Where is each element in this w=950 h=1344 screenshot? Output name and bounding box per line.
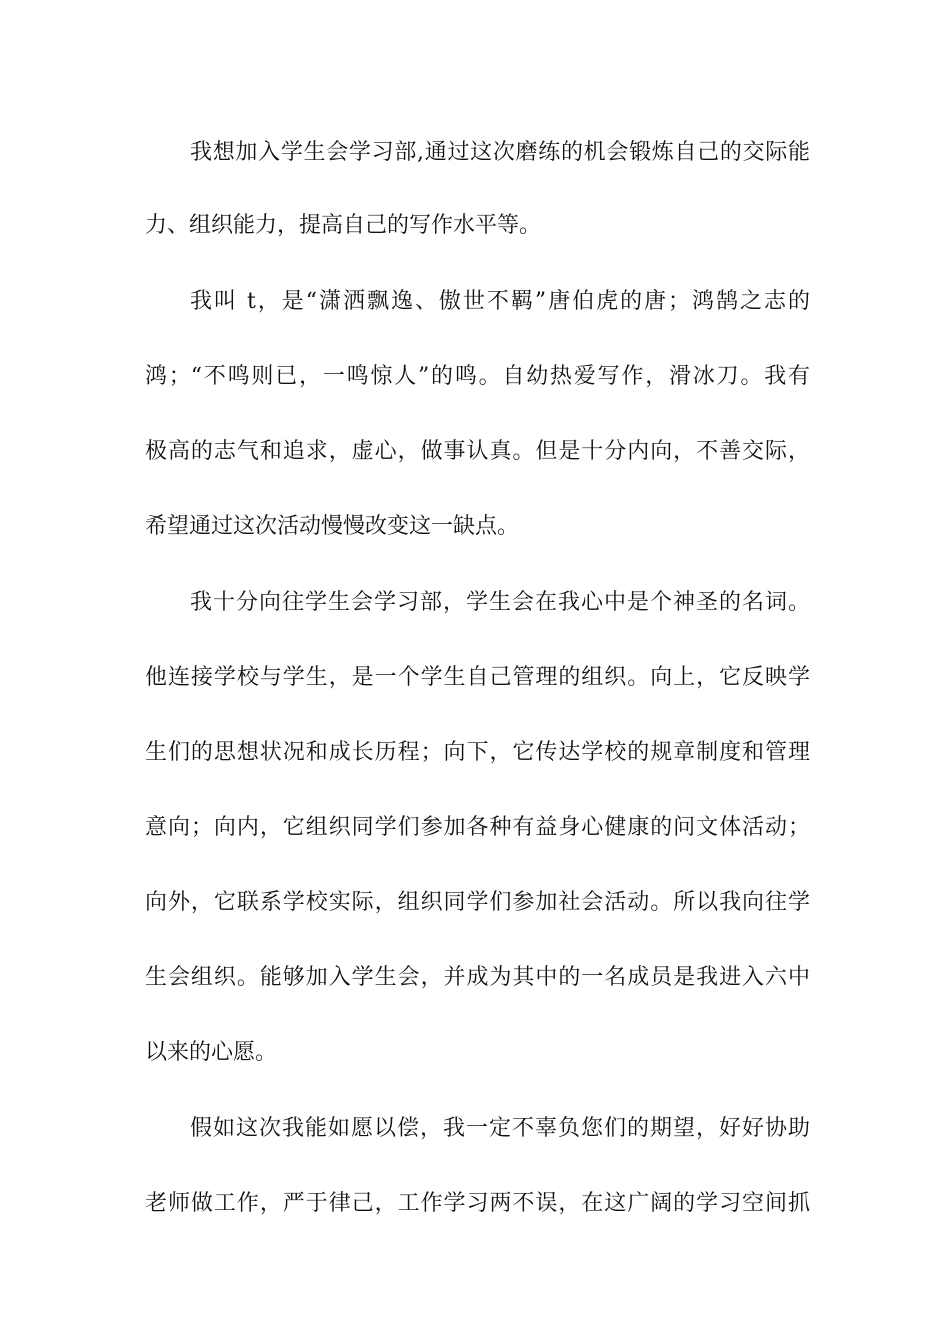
text-line: 鸿；“不鸣则已，一鸣惊人”的鸣。自幼热爱写作，滑冰刀。我有 [145,364,810,389]
text-line: 假如这次我能如愿以偿，我一定不辜负您们的期望，好好协助 [190,1116,810,1141]
text-line: 意向；向内，它组织同学们参加各种有益身心健康的问文体活动； [145,815,810,840]
text-line: 我想加入学生会学习部,通过这次磨练的机会锻炼自己的交际能 [190,140,810,165]
text-line: 希望通过这次活动慢慢改变这一缺点。 [145,514,520,539]
text-line: 以来的心愿。 [145,1040,278,1065]
text-line: 我叫 t，是“潇洒飘逸、傲世不羁”唐伯虎的唐；鸿鹄之志的 [190,289,810,314]
text-line: 我十分向往学生会学习部，学生会在我心中是个神圣的名词。 [190,590,810,615]
text-line: 向外，它联系学校实际，组织同学们参加社会活动。所以我向往学 [145,890,810,915]
text-line: 极高的志气和追求，虚心，做事认真。但是十分内向，不善交际， [145,439,810,464]
text-line: 力、组织能力，提高自己的写作水平等。 [145,213,542,238]
text-line: 生们的思想状况和成长历程；向下，它传达学校的规章制度和管理 [145,740,810,765]
text-line: 生会组织。能够加入学生会，并成为其中的一名成员是我进入六中 [145,965,810,990]
text-line: 他连接学校与学生，是一个学生自己管理的组织。向上，它反映学 [145,665,810,690]
text-line: 老师做工作，严于律己，工作学习两不误，在这广阔的学习空间抓 [145,1191,810,1216]
